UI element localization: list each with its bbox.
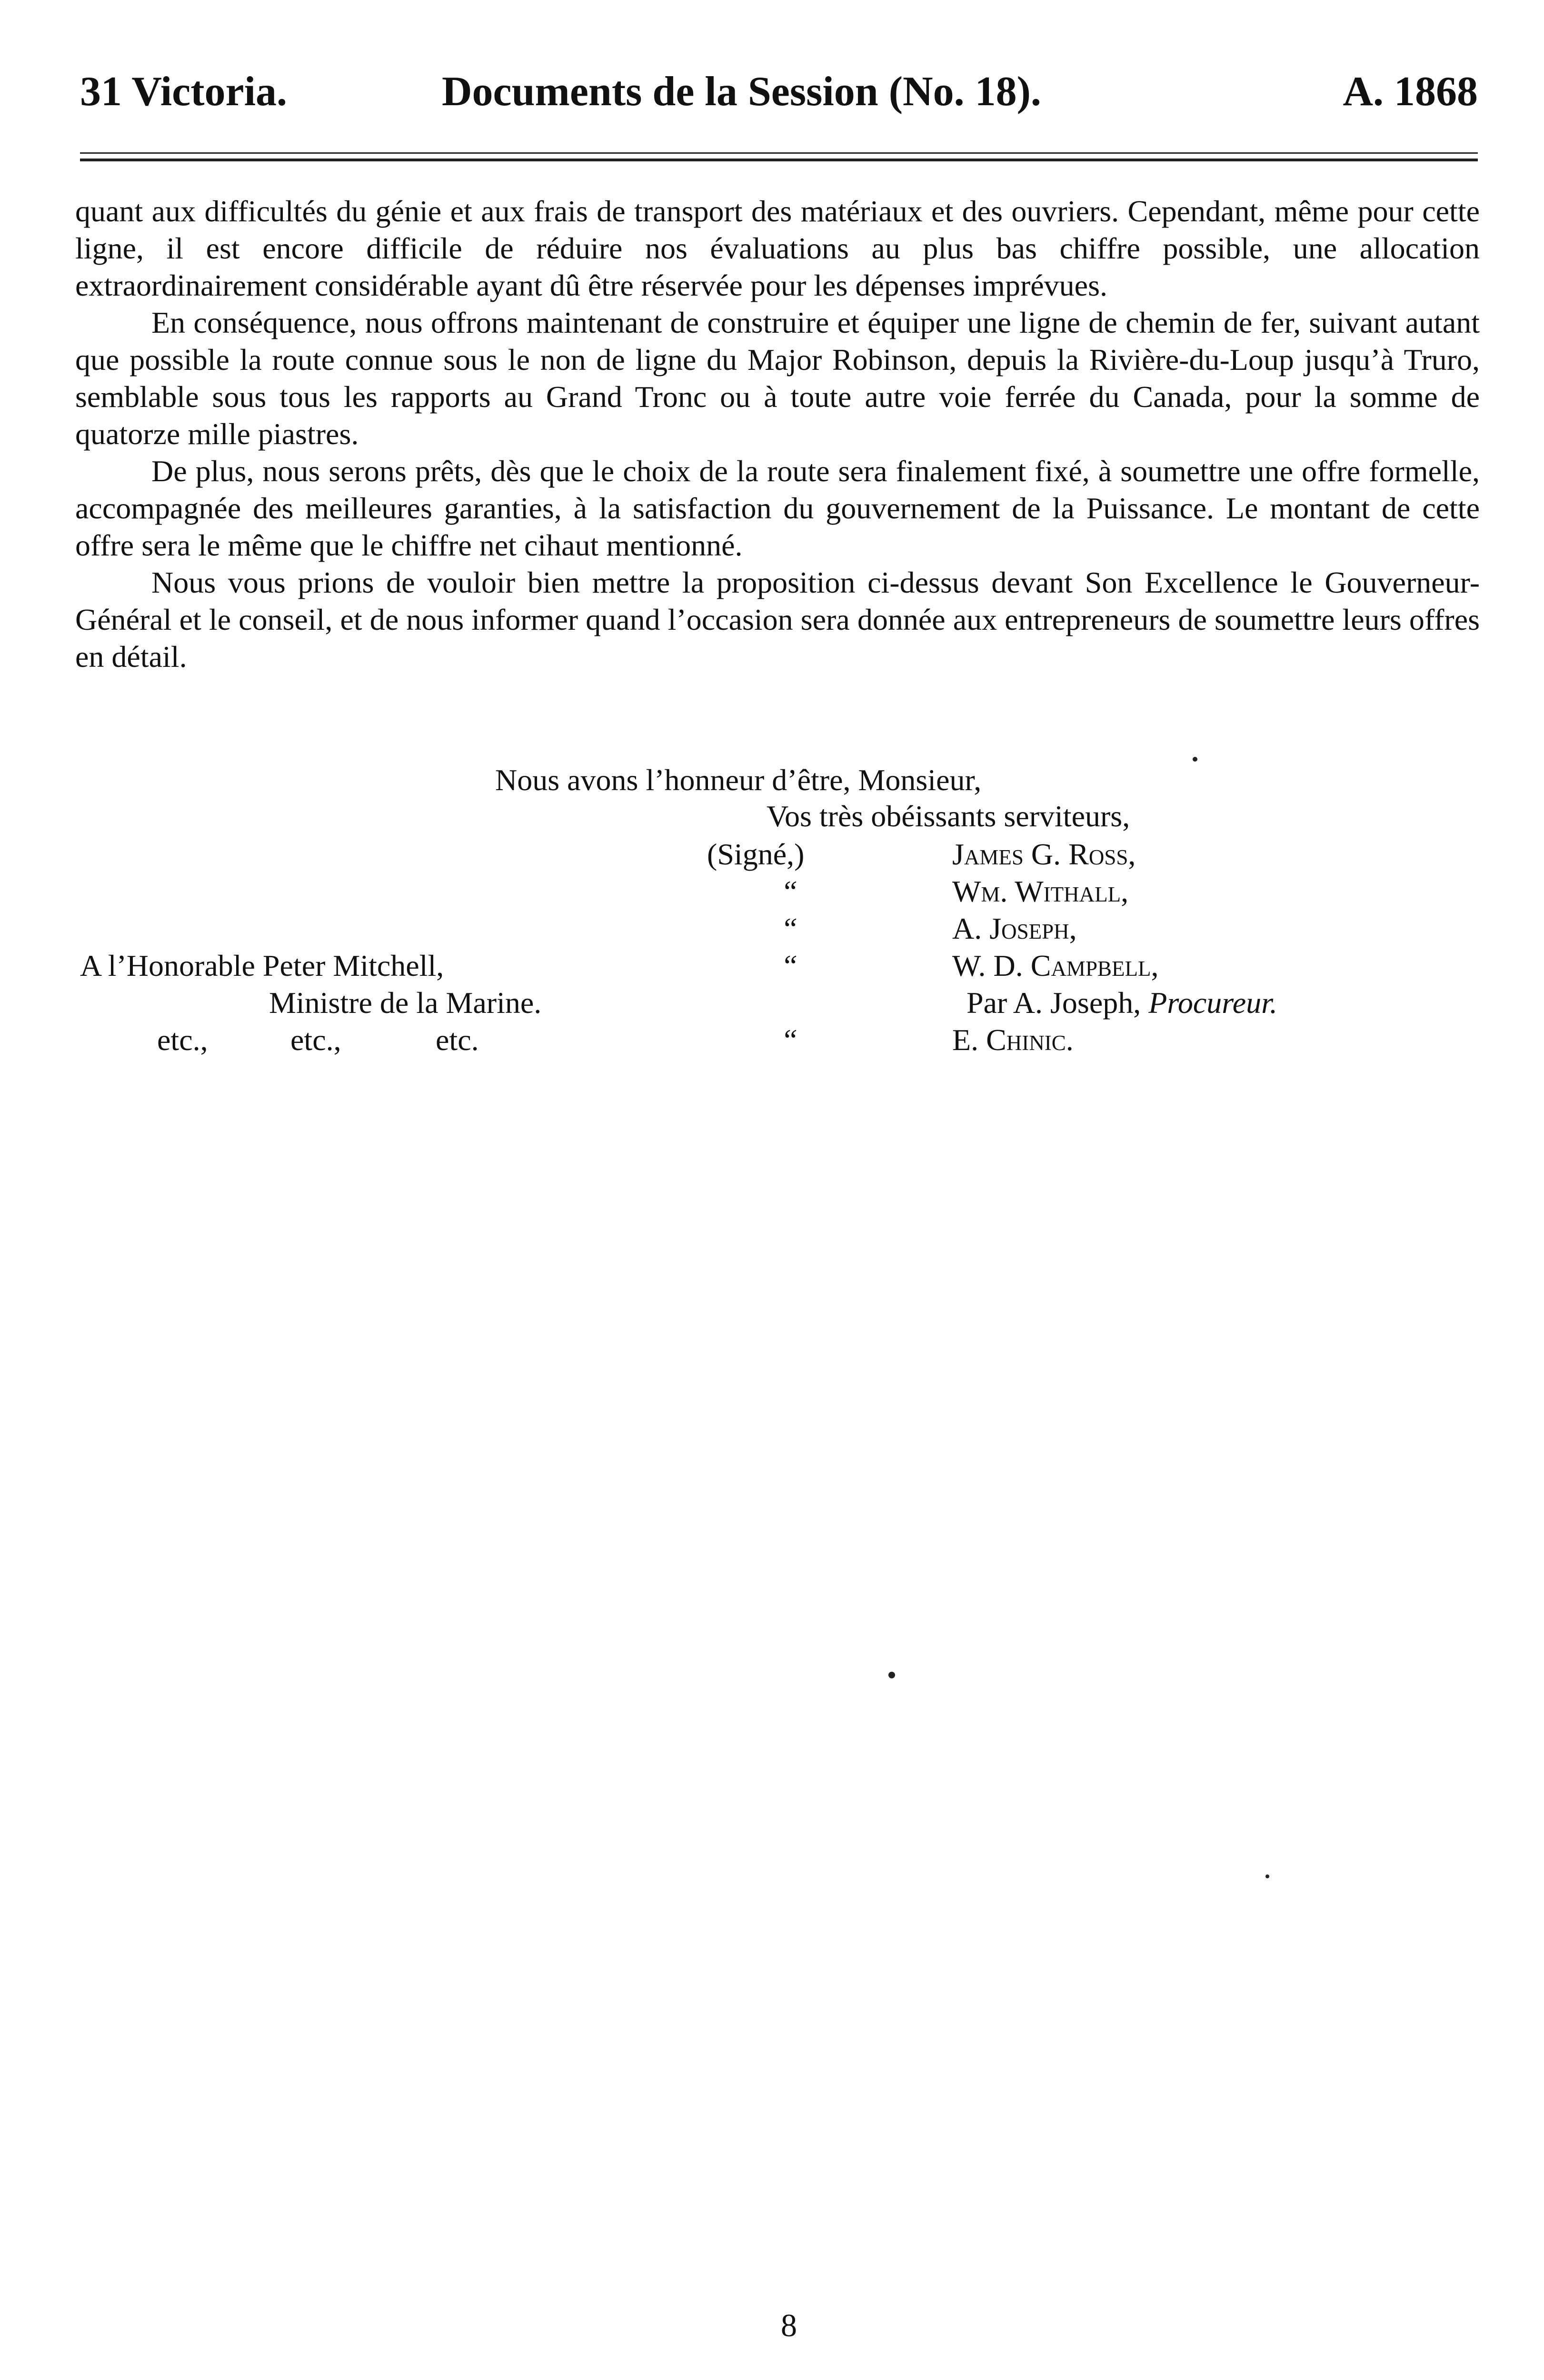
- etc-text: etc.,: [157, 1023, 208, 1057]
- procuration-by: Par A. Joseph,: [966, 986, 1141, 1020]
- page-number: 8: [781, 2307, 797, 2343]
- letter-body: [75, 193, 1480, 675]
- signature-row: [0, 984, 1544, 1021]
- header-year: A. 1868: [1343, 69, 1478, 115]
- procuration-line: [966, 984, 1277, 1021]
- header-rule-thick: [80, 159, 1478, 161]
- signature-row: [0, 947, 1544, 984]
- signature-row: [0, 910, 1544, 947]
- signature-row: [0, 873, 1544, 910]
- signatory-name: Wm. Withall,: [952, 874, 1129, 908]
- ditto-mark: “: [781, 912, 798, 945]
- addressee-name: A l’Honorable Peter Mitchell,: [80, 949, 444, 982]
- header-title: Documents de la Session (No. 18).: [442, 69, 1041, 115]
- etc-text: etc.,: [290, 1023, 341, 1057]
- paragraph-3: De plus, nous serons prêts, dès que le choix de la route sera finalement fixé, à soumettre une offre formelle, accompagnée des meilleures garanties, à la satisfaction du gouvernement de la Puissance. Le montant de cette offre sera le même que le chiffre net cihaut mentionné.: [75, 454, 1480, 562]
- signatory-name: W. D. Campbell,: [952, 949, 1159, 982]
- addressee-title: Ministre de la Marine.: [269, 986, 542, 1020]
- print-speck: [1265, 1874, 1269, 1878]
- ditto-mark: “: [781, 1023, 798, 1057]
- ditto-mark: “: [781, 874, 798, 908]
- procuration-title: Procureur.: [1148, 986, 1277, 1020]
- signature-row: [0, 836, 1544, 873]
- signatory-name: E. Chinic.: [952, 1023, 1074, 1057]
- signed-mark: (Signé,): [707, 837, 805, 871]
- signatory-name: James G. Ross,: [952, 837, 1136, 871]
- signature-block: [0, 836, 1544, 1059]
- etc-text: etc.: [436, 1023, 479, 1057]
- paragraph-1: quant aux difficultés du génie et aux frais de transport des matériaux et des ouvriers. Cependant, même pour cette ligne, il est encore difficile de réduire nos évaluations au plus bas chiffre possible, une allocation extraordinairement considérable ayant dû être réservée pour les dépenses imprévues.: [75, 194, 1480, 302]
- running-header: [80, 66, 1478, 118]
- ditto-mark: “: [781, 949, 798, 982]
- header-rule: [80, 152, 1478, 161]
- header-rule-thin: [80, 152, 1478, 154]
- paragraph-4: Nous vous prions de vouloir bien mettre la proposition ci-dessus devant Son Excellence le Gouverneur-Général et le conseil, et de nous informer quand l’occasion sera donnée aux entrepreneurs de soumettre leurs offres en détail.: [75, 565, 1480, 674]
- print-speck: [888, 1672, 895, 1678]
- paragraph-2: En conséquence, nous offrons maintenant de construire et équiper une ligne de chemin de fer, suivant autant que possible la route connue sous le non de ligne du Major Robinson, depuis la Rivière-du-Loup jusqu’à Truro, semblable sous tous les rapports au Grand Tronc ou à toute autre voie ferrée du Canada, pour la somme de quatorze mille piastres.: [75, 306, 1480, 451]
- signature-row: [0, 1021, 1544, 1059]
- header-volume: 31 Victoria.: [80, 69, 288, 115]
- signatory-name: A. Joseph,: [952, 912, 1077, 945]
- print-speck: [1193, 757, 1197, 762]
- closing-salutation: Nous avons l’honneur d’être, Monsieur,: [495, 763, 982, 797]
- closing-subscription: Vos très obéissants serviteurs,: [767, 799, 1130, 833]
